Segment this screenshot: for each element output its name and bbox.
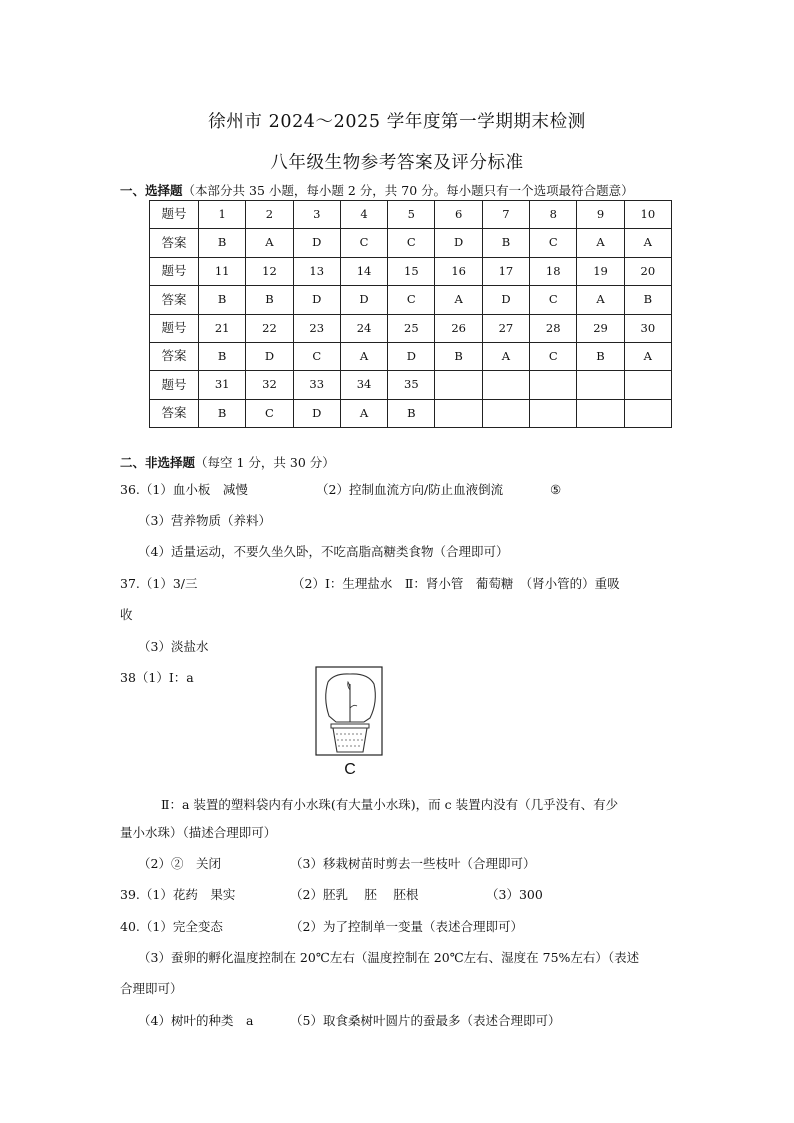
answer-cell bbox=[435, 399, 482, 427]
question-number-cell bbox=[530, 371, 577, 399]
q40-line-4 bbox=[138, 1011, 560, 1029]
q40-part-2: （2）为了控制单一变量（表述合理即可） bbox=[290, 919, 523, 934]
question-number-cell: 18 bbox=[530, 257, 577, 285]
q37-part-2: （2）Ⅰ：生理盐水 Ⅱ：肾小管 葡萄糖 （肾小管的）重吸 bbox=[292, 576, 620, 591]
answer-row bbox=[150, 399, 672, 427]
answer-table-body bbox=[150, 201, 672, 428]
answer-row bbox=[150, 342, 672, 370]
q37-line-3: （3）淡盐水 bbox=[138, 639, 209, 654]
answer-table bbox=[149, 200, 672, 428]
question-row bbox=[150, 201, 672, 229]
question-number-cell: 14 bbox=[340, 257, 387, 285]
section-2-label: 二、非选择题 bbox=[120, 455, 196, 470]
question-number-cell: 4 bbox=[340, 201, 387, 229]
question-number-cell: 19 bbox=[577, 257, 624, 285]
answer-cell: B bbox=[388, 399, 435, 427]
answer-row bbox=[150, 229, 672, 257]
question-number-cell: 31 bbox=[199, 371, 246, 399]
answer-cell: D bbox=[293, 399, 340, 427]
question-number-cell: 15 bbox=[388, 257, 435, 285]
question-number-header: 题号 bbox=[150, 201, 199, 229]
answer-cell: C bbox=[388, 229, 435, 257]
q36-part-1: 36.（1）血小板 减慢 bbox=[120, 482, 248, 497]
q39-part-3: （3）300 bbox=[486, 887, 543, 902]
q37-part-1: 37.（1）3/三 bbox=[120, 576, 198, 591]
question-number-header: 题号 bbox=[150, 314, 199, 342]
document-title: 徐州市 2024～2025 学年度第一学期期末检测 bbox=[208, 112, 586, 132]
question-number-cell: 26 bbox=[435, 314, 482, 342]
question-number-cell: 10 bbox=[624, 201, 671, 229]
question-number-cell: 27 bbox=[482, 314, 529, 342]
question-number-cell: 24 bbox=[340, 314, 387, 342]
question-number-cell: 2 bbox=[246, 201, 293, 229]
question-number-cell bbox=[482, 371, 529, 399]
q38-part-2: （2）② 关闭 bbox=[138, 856, 221, 871]
answer-cell: D bbox=[293, 229, 340, 257]
answer-cell: A bbox=[435, 286, 482, 314]
answer-header: 答案 bbox=[150, 286, 199, 314]
question-number-header: 题号 bbox=[150, 257, 199, 285]
answer-row bbox=[150, 286, 672, 314]
q40-part-5: （5）取食桑树叶圆片的蚕最多（表述合理即可） bbox=[290, 1013, 561, 1028]
answer-cell bbox=[530, 399, 577, 427]
plant-bag-figure bbox=[314, 666, 386, 778]
answer-cell bbox=[624, 399, 671, 427]
q38-line-1: 38（1）Ⅰ：a bbox=[120, 670, 194, 685]
question-number-cell: 30 bbox=[624, 314, 671, 342]
question-number-cell: 32 bbox=[246, 371, 293, 399]
q40-line-2: （3）蚕卵的孵化温度控制在 20℃左右（温度控制在 20℃左右、湿度在 75%左右）（表述 bbox=[138, 950, 640, 965]
question-number-cell bbox=[624, 371, 671, 399]
q36-part-2-answer: ⑤ bbox=[550, 482, 562, 497]
pot-rim bbox=[331, 724, 369, 728]
question-number-cell: 13 bbox=[293, 257, 340, 285]
q40-line-3: 合理即可） bbox=[120, 981, 183, 996]
section-2-note: （每空 1 分，共 30 分） bbox=[195, 455, 335, 470]
answer-header: 答案 bbox=[150, 342, 199, 370]
answer-header: 答案 bbox=[150, 399, 199, 427]
answer-cell: D bbox=[388, 342, 435, 370]
q36-line-1 bbox=[120, 480, 561, 498]
question-number-cell: 35 bbox=[388, 371, 435, 399]
answer-cell: A bbox=[577, 286, 624, 314]
answer-cell: A bbox=[624, 229, 671, 257]
answer-cell: A bbox=[624, 342, 671, 370]
answer-cell: D bbox=[340, 286, 387, 314]
question-number-cell: 29 bbox=[577, 314, 624, 342]
answer-cell: D bbox=[482, 286, 529, 314]
answer-header: 答案 bbox=[150, 229, 199, 257]
question-row bbox=[150, 314, 672, 342]
answer-cell: D bbox=[293, 286, 340, 314]
question-number-cell: 3 bbox=[293, 201, 340, 229]
pot-soil-texture bbox=[336, 734, 364, 746]
answer-cell: D bbox=[246, 342, 293, 370]
answer-cell: B bbox=[199, 342, 246, 370]
q39-part-1: 39.（1）花药 果实 bbox=[120, 887, 236, 902]
answer-cell: C bbox=[530, 286, 577, 314]
question-number-cell: 7 bbox=[482, 201, 529, 229]
q40-part-1: 40.（1）完全变态 bbox=[120, 919, 223, 934]
q38-line-2: Ⅱ：a 装置的塑料袋内有小水珠(有大量小水珠)，而 c 装置内没有（几乎没有、有少 bbox=[161, 797, 619, 812]
question-number-cell: 17 bbox=[482, 257, 529, 285]
question-number-cell: 20 bbox=[624, 257, 671, 285]
question-number-cell: 16 bbox=[435, 257, 482, 285]
answer-cell: C bbox=[246, 399, 293, 427]
answer-cell: A bbox=[482, 342, 529, 370]
question-number-cell: 9 bbox=[577, 201, 624, 229]
section-1-note: （本部分共 35 小题，每小题 2 分，共 70 分。每小题只有一个选项最符合题意） bbox=[182, 183, 634, 198]
question-number-header: 题号 bbox=[150, 371, 199, 399]
answer-cell: B bbox=[246, 286, 293, 314]
question-number-cell: 22 bbox=[246, 314, 293, 342]
q37-line-2: 收 bbox=[120, 607, 133, 622]
question-row bbox=[150, 371, 672, 399]
question-number-cell: 21 bbox=[199, 314, 246, 342]
figure-label: C bbox=[344, 761, 356, 778]
q40-line-1 bbox=[120, 917, 523, 935]
document-subtitle: 八年级生物参考答案及评分标准 bbox=[270, 153, 524, 173]
answer-cell: A bbox=[246, 229, 293, 257]
question-number-cell bbox=[577, 371, 624, 399]
answer-cell: C bbox=[340, 229, 387, 257]
q36-line-3: （4）适量运动，不要久坐久卧，不吃高脂高糖类食物（合理即可） bbox=[138, 544, 509, 559]
answer-cell: B bbox=[624, 286, 671, 314]
question-number-cell: 1 bbox=[199, 201, 246, 229]
answer-cell: B bbox=[482, 229, 529, 257]
section-1-label: 一、选择题 bbox=[120, 183, 183, 198]
answer-cell: A bbox=[340, 399, 387, 427]
answer-cell: C bbox=[530, 342, 577, 370]
question-number-cell: 25 bbox=[388, 314, 435, 342]
question-number-cell: 12 bbox=[246, 257, 293, 285]
answer-cell: C bbox=[530, 229, 577, 257]
answer-cell: B bbox=[199, 399, 246, 427]
question-number-cell: 6 bbox=[435, 201, 482, 229]
question-number-cell: 34 bbox=[340, 371, 387, 399]
answer-cell: B bbox=[577, 342, 624, 370]
answer-cell: A bbox=[577, 229, 624, 257]
question-number-cell bbox=[435, 371, 482, 399]
q39-part-2: （2）胚乳 胚 胚根 bbox=[290, 887, 419, 902]
question-number-cell: 23 bbox=[293, 314, 340, 342]
q37-line-1 bbox=[120, 574, 620, 592]
question-number-cell: 28 bbox=[530, 314, 577, 342]
question-number-cell: 33 bbox=[293, 371, 340, 399]
answer-cell: A bbox=[340, 342, 387, 370]
answer-cell: C bbox=[293, 342, 340, 370]
q40-part-4: （4）树叶的种类 a bbox=[138, 1013, 254, 1028]
q36-part-2: （2）控制血流方向/防止血液倒流 bbox=[316, 482, 504, 497]
q38-line-4 bbox=[138, 854, 535, 872]
answer-cell bbox=[577, 399, 624, 427]
plant-branch bbox=[350, 705, 357, 708]
figure-frame bbox=[316, 667, 382, 755]
answer-cell bbox=[482, 399, 529, 427]
question-row bbox=[150, 257, 672, 285]
question-number-cell: 11 bbox=[199, 257, 246, 285]
section-2-heading bbox=[120, 453, 335, 471]
q38-line-3: 量小水珠）（描述合理即可） bbox=[120, 825, 277, 840]
q38-part-3: （3）移栽树苗时剪去一些枝叶（合理即可） bbox=[290, 856, 536, 871]
answer-cell: D bbox=[435, 229, 482, 257]
answer-cell: C bbox=[388, 286, 435, 314]
answer-cell: B bbox=[199, 286, 246, 314]
q36-line-2: （3）营养物质（养料） bbox=[138, 513, 271, 528]
question-number-cell: 8 bbox=[530, 201, 577, 229]
q39-line bbox=[120, 885, 543, 903]
section-1-heading bbox=[120, 181, 634, 199]
plant-leaf bbox=[348, 682, 350, 690]
answer-cell: B bbox=[199, 229, 246, 257]
question-number-cell: 5 bbox=[388, 201, 435, 229]
answer-cell: B bbox=[435, 342, 482, 370]
